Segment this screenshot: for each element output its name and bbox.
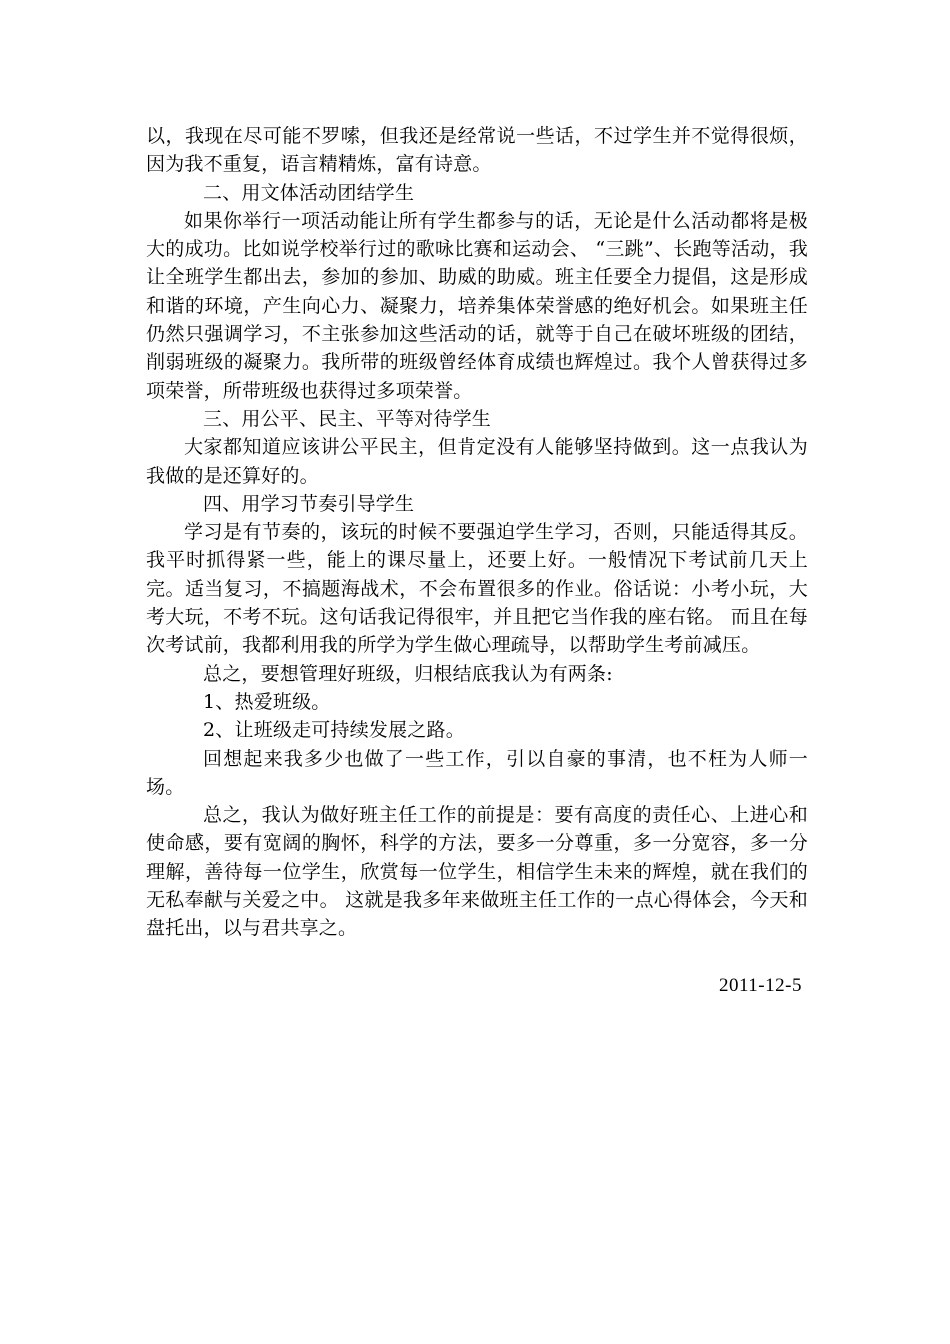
paragraph: 如果你举行一项活动能让所有学生都参与的话，无论是什么活动都将是极大的成功。比如说学校举行过的歌咏比赛和运动会、 “三跳”、长跑等活动，我让全班学生都出去，参加的参加、助威的助威。班主任要全力提倡，这是形成和谐的环境，产生向心力、凝聚力，培养集体荣誉感的绝好机会。如果班主任仍然只强调学习，不主张参加这些活动的话，就等于自己在破坏班级的团结，削弱班级的凝聚力。我所带的班级曾经体育成绩也辉煌过。我个人曾获得过多项荣誉，所带班级也获得过多项荣誉。 <box>146 209 808 402</box>
paragraph: 学习是有节奏的，该玩的时候不要强迫学生学习，否则，只能适得其反。我平时抓得紧一些，能上的课尽量上，还要上好。一般情况下考试前几天上完。适当复习，不搞题海战术，不会布置很多的作业。俗话说：小考小玩，大考大玩，不考不玩。这句话我记得很牢，并且把它当作我的座右铭。 而且在每次考试前，我都利用我的所学为学生做心理疏导，以帮助学生考前减压。 <box>146 521 808 657</box>
section-heading-4: 四、用学习节奏引导学生 <box>203 492 415 515</box>
paragraph-conclusion: 总之，我认为做好班主任工作的前提是：要有高度的责任心、上进心和使命感，要有宽阔的胸怀，科学的方法，要多一分尊重，多一分宽容，多一分理解，善待每一位学生，欣赏每一位学生，相信学生未来的辉煌，就在我们的无私奉献与关爱之中。 这就是我多年来做班主任工作的一点心得体会，今天和盘托出，以与君共享之。 <box>146 804 808 940</box>
summary-intro: 总之，要想管理好班级，归根结底我认为有两条: <box>203 662 613 685</box>
list-item: 2、让班级走可持续发展之路。 <box>203 719 465 742</box>
list-item: 1、热爱班级。 <box>203 690 331 713</box>
document-date: 2011-12-5 <box>719 975 802 996</box>
paragraph: 回想起来我多少也做了一些工作，引以自豪的事清，也不枉为人师一场。 <box>146 747 808 798</box>
paragraph-continuation: 以，我现在尽可能不罗嗦，但我还是经常说一些话，不过学生并不觉得很烦，因为我不重复，语言精精炼，富有诗意。 <box>146 125 808 176</box>
section-heading-3: 三、用公平、民主、平等对待学生 <box>203 407 492 430</box>
section-heading-2: 二、用文体活动团结学生 <box>203 181 415 204</box>
document-body <box>146 122 808 943</box>
paragraph: 大家都知道应该讲公平民主，但肯定没有人能够坚持做到。这一点我认为我做的是还算好的。 <box>146 436 808 487</box>
